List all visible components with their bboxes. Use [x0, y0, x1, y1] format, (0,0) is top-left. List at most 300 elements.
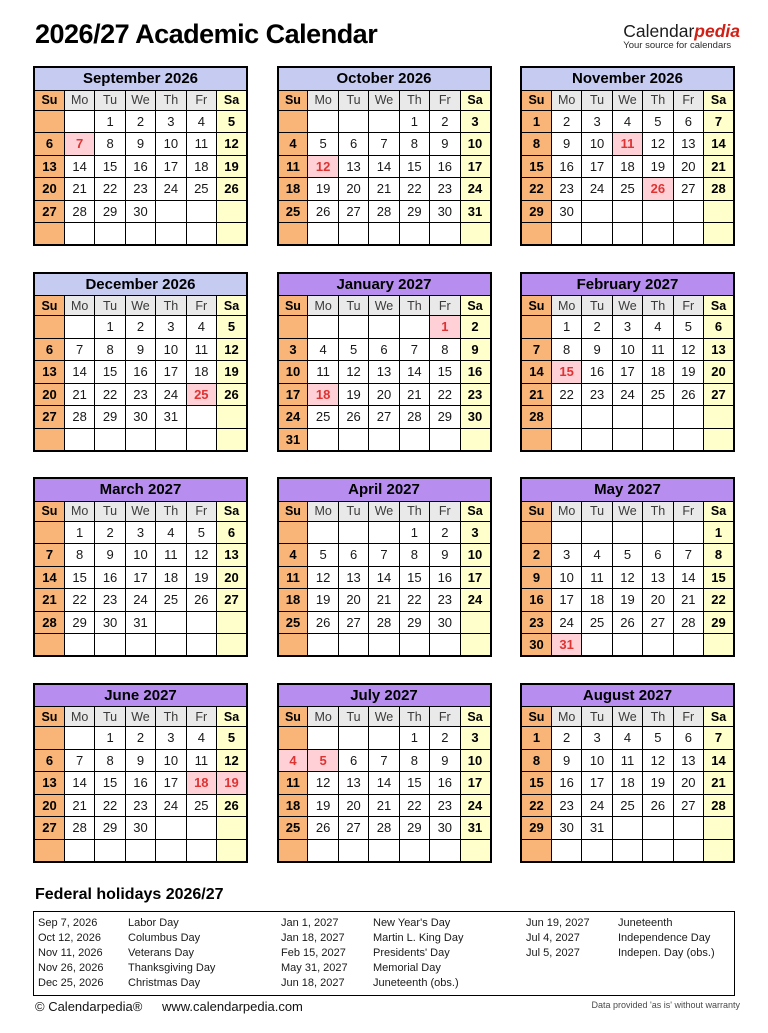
day-header-tu: Tu: [338, 501, 368, 521]
day-header-we: We: [369, 90, 399, 110]
day-cell: 9: [551, 133, 581, 156]
day-cell: 21: [704, 155, 734, 178]
day-header-tu: Tu: [95, 296, 125, 316]
day-header-sa: Sa: [704, 501, 734, 521]
calendar-january-2027: [277, 272, 492, 452]
day-cell: 16: [551, 155, 581, 178]
day-cell: 12: [308, 772, 338, 795]
empty-cell: [186, 200, 216, 223]
day-cell: 21: [399, 383, 429, 406]
day-cell: 24: [551, 611, 581, 634]
holiday-empty: [618, 961, 734, 976]
month-title: May 2027: [521, 478, 734, 501]
day-cell: 29: [399, 611, 429, 634]
day-cell: 11: [643, 338, 673, 361]
empty-cell: [34, 316, 64, 339]
empty-cell: [673, 406, 703, 429]
day-header-mo: Mo: [64, 501, 94, 521]
day-cell: 7: [369, 133, 399, 156]
empty-cell: [369, 428, 399, 451]
day-cell: 23: [521, 611, 551, 634]
day-cell: 1: [64, 521, 94, 544]
day-cell: 7: [369, 749, 399, 772]
holiday-day-cell: 25: [186, 383, 216, 406]
day-header-sa: Sa: [217, 501, 247, 521]
holiday-name: Christmas Day: [128, 976, 201, 989]
day-cell: 2: [125, 316, 155, 339]
day-cell: 30: [460, 406, 490, 429]
day-cell: 14: [399, 361, 429, 384]
day-cell: 15: [521, 155, 551, 178]
day-cell: 17: [278, 383, 308, 406]
day-header-tu: Tu: [582, 707, 612, 727]
day-header-su: Su: [521, 296, 551, 316]
day-cell: 13: [369, 361, 399, 384]
day-header-tu: Tu: [582, 90, 612, 110]
day-cell: 4: [186, 316, 216, 339]
empty-cell: [64, 727, 94, 750]
day-header-mo: Mo: [308, 501, 338, 521]
holiday-date: Dec 25, 2026: [38, 976, 104, 989]
day-cell: 3: [156, 316, 186, 339]
day-cell: 10: [156, 749, 186, 772]
holiday-name: Columbus Day: [128, 931, 201, 944]
day-cell: 11: [278, 566, 308, 589]
day-cell: 30: [551, 817, 581, 840]
day-cell: 22: [551, 383, 581, 406]
day-cell: 27: [338, 817, 368, 840]
page-header: [0, 0, 768, 64]
empty-cell: [551, 223, 581, 246]
empty-cell: [430, 223, 460, 246]
calendar-february-2027: [520, 272, 735, 452]
day-cell: 10: [551, 566, 581, 589]
day-cell: 17: [551, 589, 581, 612]
day-header-su: Su: [34, 707, 64, 727]
day-cell: 19: [308, 178, 338, 201]
holiday-name: Martin L. King Day: [373, 931, 464, 944]
day-cell: 6: [673, 727, 703, 750]
empty-cell: [643, 428, 673, 451]
day-cell: 5: [643, 110, 673, 133]
day-cell: 9: [125, 749, 155, 772]
day-cell: 15: [64, 566, 94, 589]
day-cell: 29: [399, 200, 429, 223]
day-cell: 28: [64, 200, 94, 223]
day-cell: 21: [369, 589, 399, 612]
day-cell: 6: [338, 544, 368, 567]
day-cell: 16: [430, 772, 460, 795]
day-cell: 27: [338, 200, 368, 223]
day-header-fr: Fr: [430, 296, 460, 316]
day-cell: 14: [704, 133, 734, 156]
day-cell: 7: [704, 727, 734, 750]
day-cell: 10: [125, 544, 155, 567]
day-header-th: Th: [643, 501, 673, 521]
empty-cell: [369, 223, 399, 246]
copyright-text: © Calendarpedia®: [35, 998, 143, 1014]
day-cell: 17: [582, 772, 612, 795]
day-header-mo: Mo: [64, 296, 94, 316]
empty-cell: [64, 316, 94, 339]
day-cell: 15: [430, 361, 460, 384]
day-cell: 17: [156, 155, 186, 178]
day-cell: 7: [369, 544, 399, 567]
day-cell: 12: [338, 361, 368, 384]
day-header-sa: Sa: [460, 90, 490, 110]
day-cell: 24: [460, 589, 490, 612]
holiday-name: Independence Day: [618, 931, 711, 944]
day-cell: 9: [521, 566, 551, 589]
day-cell: 27: [643, 611, 673, 634]
day-cell: 10: [278, 361, 308, 384]
day-cell: 19: [643, 155, 673, 178]
day-cell: 16: [430, 155, 460, 178]
day-cell: 18: [186, 155, 216, 178]
day-cell: 29: [704, 611, 734, 634]
day-cell: 2: [430, 727, 460, 750]
day-cell: 1: [551, 316, 581, 339]
empty-cell: [551, 406, 581, 429]
day-header-th: Th: [399, 707, 429, 727]
day-cell: 16: [95, 566, 125, 589]
day-header-tu: Tu: [95, 501, 125, 521]
empty-cell: [308, 521, 338, 544]
day-cell: 24: [156, 383, 186, 406]
day-cell: 24: [278, 406, 308, 429]
day-cell: 8: [399, 544, 429, 567]
day-cell: 14: [64, 772, 94, 795]
day-cell: 28: [704, 178, 734, 201]
day-cell: 9: [582, 338, 612, 361]
empty-cell: [278, 727, 308, 750]
day-cell: 22: [95, 794, 125, 817]
calendar-september-2026: [33, 66, 248, 246]
empty-cell: [34, 634, 64, 657]
logo-tagline: Your source for calendars: [623, 40, 732, 52]
empty-cell: [430, 634, 460, 657]
day-header-fr: Fr: [430, 90, 460, 110]
empty-cell: [278, 521, 308, 544]
day-cell: 21: [521, 383, 551, 406]
day-cell: 4: [156, 521, 186, 544]
empty-cell: [521, 839, 551, 862]
empty-cell: [217, 200, 247, 223]
day-header-su: Su: [521, 707, 551, 727]
day-cell: 23: [460, 383, 490, 406]
day-cell: 25: [278, 611, 308, 634]
empty-cell: [430, 428, 460, 451]
day-cell: 25: [278, 817, 308, 840]
day-cell: 11: [582, 566, 612, 589]
day-header-mo: Mo: [551, 90, 581, 110]
day-cell: 8: [551, 338, 581, 361]
day-cell: 5: [217, 110, 247, 133]
day-cell: 19: [308, 589, 338, 612]
empty-cell: [156, 611, 186, 634]
day-header-tu: Tu: [338, 707, 368, 727]
day-header-we: We: [125, 296, 155, 316]
day-header-tu: Tu: [582, 296, 612, 316]
day-cell: 2: [430, 521, 460, 544]
day-cell: 10: [612, 338, 642, 361]
day-cell: 2: [551, 727, 581, 750]
empty-cell: [369, 521, 399, 544]
day-cell: 19: [643, 772, 673, 795]
empty-cell: [551, 839, 581, 862]
day-cell: 21: [64, 383, 94, 406]
day-cell: 8: [430, 338, 460, 361]
day-cell: 9: [551, 749, 581, 772]
day-cell: 10: [460, 133, 490, 156]
day-cell: 1: [95, 727, 125, 750]
day-cell: 23: [582, 383, 612, 406]
empty-cell: [521, 223, 551, 246]
day-cell: 1: [95, 110, 125, 133]
day-cell: 22: [430, 383, 460, 406]
day-cell: 27: [338, 611, 368, 634]
empty-cell: [217, 817, 247, 840]
day-cell: 14: [369, 772, 399, 795]
empty-cell: [217, 406, 247, 429]
empty-cell: [156, 223, 186, 246]
day-cell: 15: [399, 155, 429, 178]
day-cell: 28: [521, 406, 551, 429]
month-title: September 2026: [34, 67, 247, 90]
empty-cell: [673, 521, 703, 544]
day-header-mo: Mo: [308, 707, 338, 727]
day-header-sa: Sa: [460, 296, 490, 316]
day-cell: 6: [34, 749, 64, 772]
day-header-fr: Fr: [673, 296, 703, 316]
day-cell: 24: [582, 794, 612, 817]
day-cell: 3: [156, 727, 186, 750]
empty-cell: [704, 839, 734, 862]
day-cell: 16: [460, 361, 490, 384]
day-cell: 3: [551, 544, 581, 567]
empty-cell: [338, 727, 368, 750]
day-header-mo: Mo: [308, 90, 338, 110]
day-cell: 14: [673, 566, 703, 589]
day-cell: 1: [399, 521, 429, 544]
day-cell: 15: [399, 772, 429, 795]
day-header-we: We: [612, 707, 642, 727]
day-cell: 26: [643, 794, 673, 817]
empty-cell: [704, 428, 734, 451]
federal-holidays-section: [33, 886, 735, 996]
empty-cell: [278, 634, 308, 657]
day-cell: 7: [673, 544, 703, 567]
day-cell: 2: [460, 316, 490, 339]
holiday-name: Indepen. Day (obs.): [618, 946, 715, 959]
day-cell: 16: [582, 361, 612, 384]
day-header-th: Th: [156, 90, 186, 110]
day-cell: 22: [399, 178, 429, 201]
day-cell: 13: [643, 566, 673, 589]
empty-cell: [186, 634, 216, 657]
empty-cell: [399, 839, 429, 862]
day-cell: 22: [704, 589, 734, 612]
day-header-su: Su: [521, 90, 551, 110]
empty-cell: [156, 817, 186, 840]
empty-cell: [34, 223, 64, 246]
day-cell: 2: [125, 110, 155, 133]
empty-cell: [612, 839, 642, 862]
empty-cell: [673, 839, 703, 862]
empty-cell: [673, 817, 703, 840]
day-cell: 17: [156, 361, 186, 384]
day-cell: 22: [64, 589, 94, 612]
calendar-grid: [33, 66, 768, 863]
empty-cell: [338, 110, 368, 133]
day-cell: 19: [308, 794, 338, 817]
empty-cell: [399, 634, 429, 657]
day-cell: 19: [186, 566, 216, 589]
day-cell: 28: [64, 406, 94, 429]
day-cell: 3: [582, 110, 612, 133]
day-cell: 12: [217, 749, 247, 772]
empty-cell: [338, 428, 368, 451]
calendar-april-2027: [277, 477, 492, 657]
holiday-day-cell: 12: [308, 155, 338, 178]
day-cell: 18: [278, 178, 308, 201]
holiday-empty: [526, 961, 618, 976]
empty-cell: [612, 223, 642, 246]
day-cell: 14: [64, 155, 94, 178]
day-header-su: Su: [521, 501, 551, 521]
empty-cell: [308, 316, 338, 339]
day-header-tu: Tu: [582, 501, 612, 521]
holiday-name: Juneteenth: [618, 916, 673, 929]
month-title: December 2026: [34, 273, 247, 296]
day-cell: 13: [217, 544, 247, 567]
day-header-su: Su: [34, 501, 64, 521]
day-header-we: We: [369, 501, 399, 521]
day-cell: 19: [338, 383, 368, 406]
day-cell: 3: [278, 338, 308, 361]
day-header-we: We: [612, 296, 642, 316]
day-cell: 13: [673, 133, 703, 156]
day-cell: 25: [582, 611, 612, 634]
day-cell: 4: [186, 727, 216, 750]
empty-cell: [643, 817, 673, 840]
day-cell: 21: [673, 589, 703, 612]
website-link[interactable]: www.calendarpedia.com: [161, 998, 303, 1014]
day-cell: 12: [643, 133, 673, 156]
day-cell: 17: [582, 155, 612, 178]
day-cell: 31: [582, 817, 612, 840]
empty-cell: [308, 634, 338, 657]
day-cell: 10: [156, 338, 186, 361]
day-cell: 13: [673, 749, 703, 772]
day-cell: 3: [460, 521, 490, 544]
day-header-tu: Tu: [95, 90, 125, 110]
day-cell: 31: [278, 428, 308, 451]
day-cell: 24: [460, 794, 490, 817]
day-cell: 16: [551, 772, 581, 795]
holiday-name: Labor Day: [128, 916, 179, 929]
empty-cell: [95, 428, 125, 451]
footer: [35, 999, 740, 1014]
holiday-date: Jun 18, 2027: [281, 976, 345, 989]
empty-cell: [643, 223, 673, 246]
day-cell: 1: [521, 110, 551, 133]
empty-cell: [64, 634, 94, 657]
calendar-june-2027: [33, 683, 248, 863]
day-header-tu: Tu: [95, 707, 125, 727]
day-cell: 20: [338, 794, 368, 817]
holiday-day-cell: 26: [643, 178, 673, 201]
day-cell: 30: [551, 200, 581, 223]
day-cell: 31: [125, 611, 155, 634]
day-cell: 28: [64, 817, 94, 840]
day-cell: 19: [217, 155, 247, 178]
logo-text-black: Calendar: [623, 21, 695, 41]
day-cell: 26: [308, 611, 338, 634]
holiday-day-cell: 18: [308, 383, 338, 406]
empty-cell: [95, 839, 125, 862]
day-cell: 6: [338, 133, 368, 156]
holiday-date: May 31, 2027: [281, 961, 348, 974]
day-cell: 23: [125, 178, 155, 201]
day-cell: 3: [612, 316, 642, 339]
empty-cell: [460, 223, 490, 246]
day-cell: 15: [399, 566, 429, 589]
day-cell: 26: [338, 406, 368, 429]
month-title: August 2027: [521, 684, 734, 707]
day-cell: 29: [430, 406, 460, 429]
day-cell: 12: [186, 544, 216, 567]
day-cell: 30: [430, 817, 460, 840]
day-cell: 27: [34, 200, 64, 223]
day-cell: 12: [308, 566, 338, 589]
day-cell: 27: [673, 178, 703, 201]
calendar-march-2027: [33, 477, 248, 657]
holiday-name: Veterans Day: [128, 946, 195, 959]
day-header-su: Su: [278, 707, 308, 727]
empty-cell: [125, 223, 155, 246]
calendar-november-2026: [520, 66, 735, 246]
day-cell: 30: [125, 200, 155, 223]
holiday-date: Feb 15, 2027: [281, 946, 346, 959]
day-cell: 13: [34, 772, 64, 795]
empty-cell: [612, 521, 642, 544]
holiday-date: Jun 19, 2027: [526, 916, 590, 929]
day-header-sa: Sa: [704, 707, 734, 727]
empty-cell: [338, 839, 368, 862]
empty-cell: [217, 634, 247, 657]
empty-cell: [278, 839, 308, 862]
day-header-we: We: [612, 501, 642, 521]
day-cell: 26: [308, 200, 338, 223]
holidays-table: [33, 911, 735, 996]
empty-cell: [308, 223, 338, 246]
day-header-we: We: [125, 90, 155, 110]
holiday-date: Nov 26, 2026: [38, 961, 104, 974]
day-cell: 23: [125, 794, 155, 817]
day-cell: 26: [217, 178, 247, 201]
day-cell: 5: [217, 316, 247, 339]
day-header-su: Su: [278, 296, 308, 316]
day-header-mo: Mo: [64, 707, 94, 727]
day-cell: 22: [95, 383, 125, 406]
day-header-sa: Sa: [704, 296, 734, 316]
day-cell: 6: [217, 521, 247, 544]
empty-cell: [460, 839, 490, 862]
day-cell: 10: [460, 544, 490, 567]
empty-cell: [612, 406, 642, 429]
day-cell: 27: [34, 406, 64, 429]
